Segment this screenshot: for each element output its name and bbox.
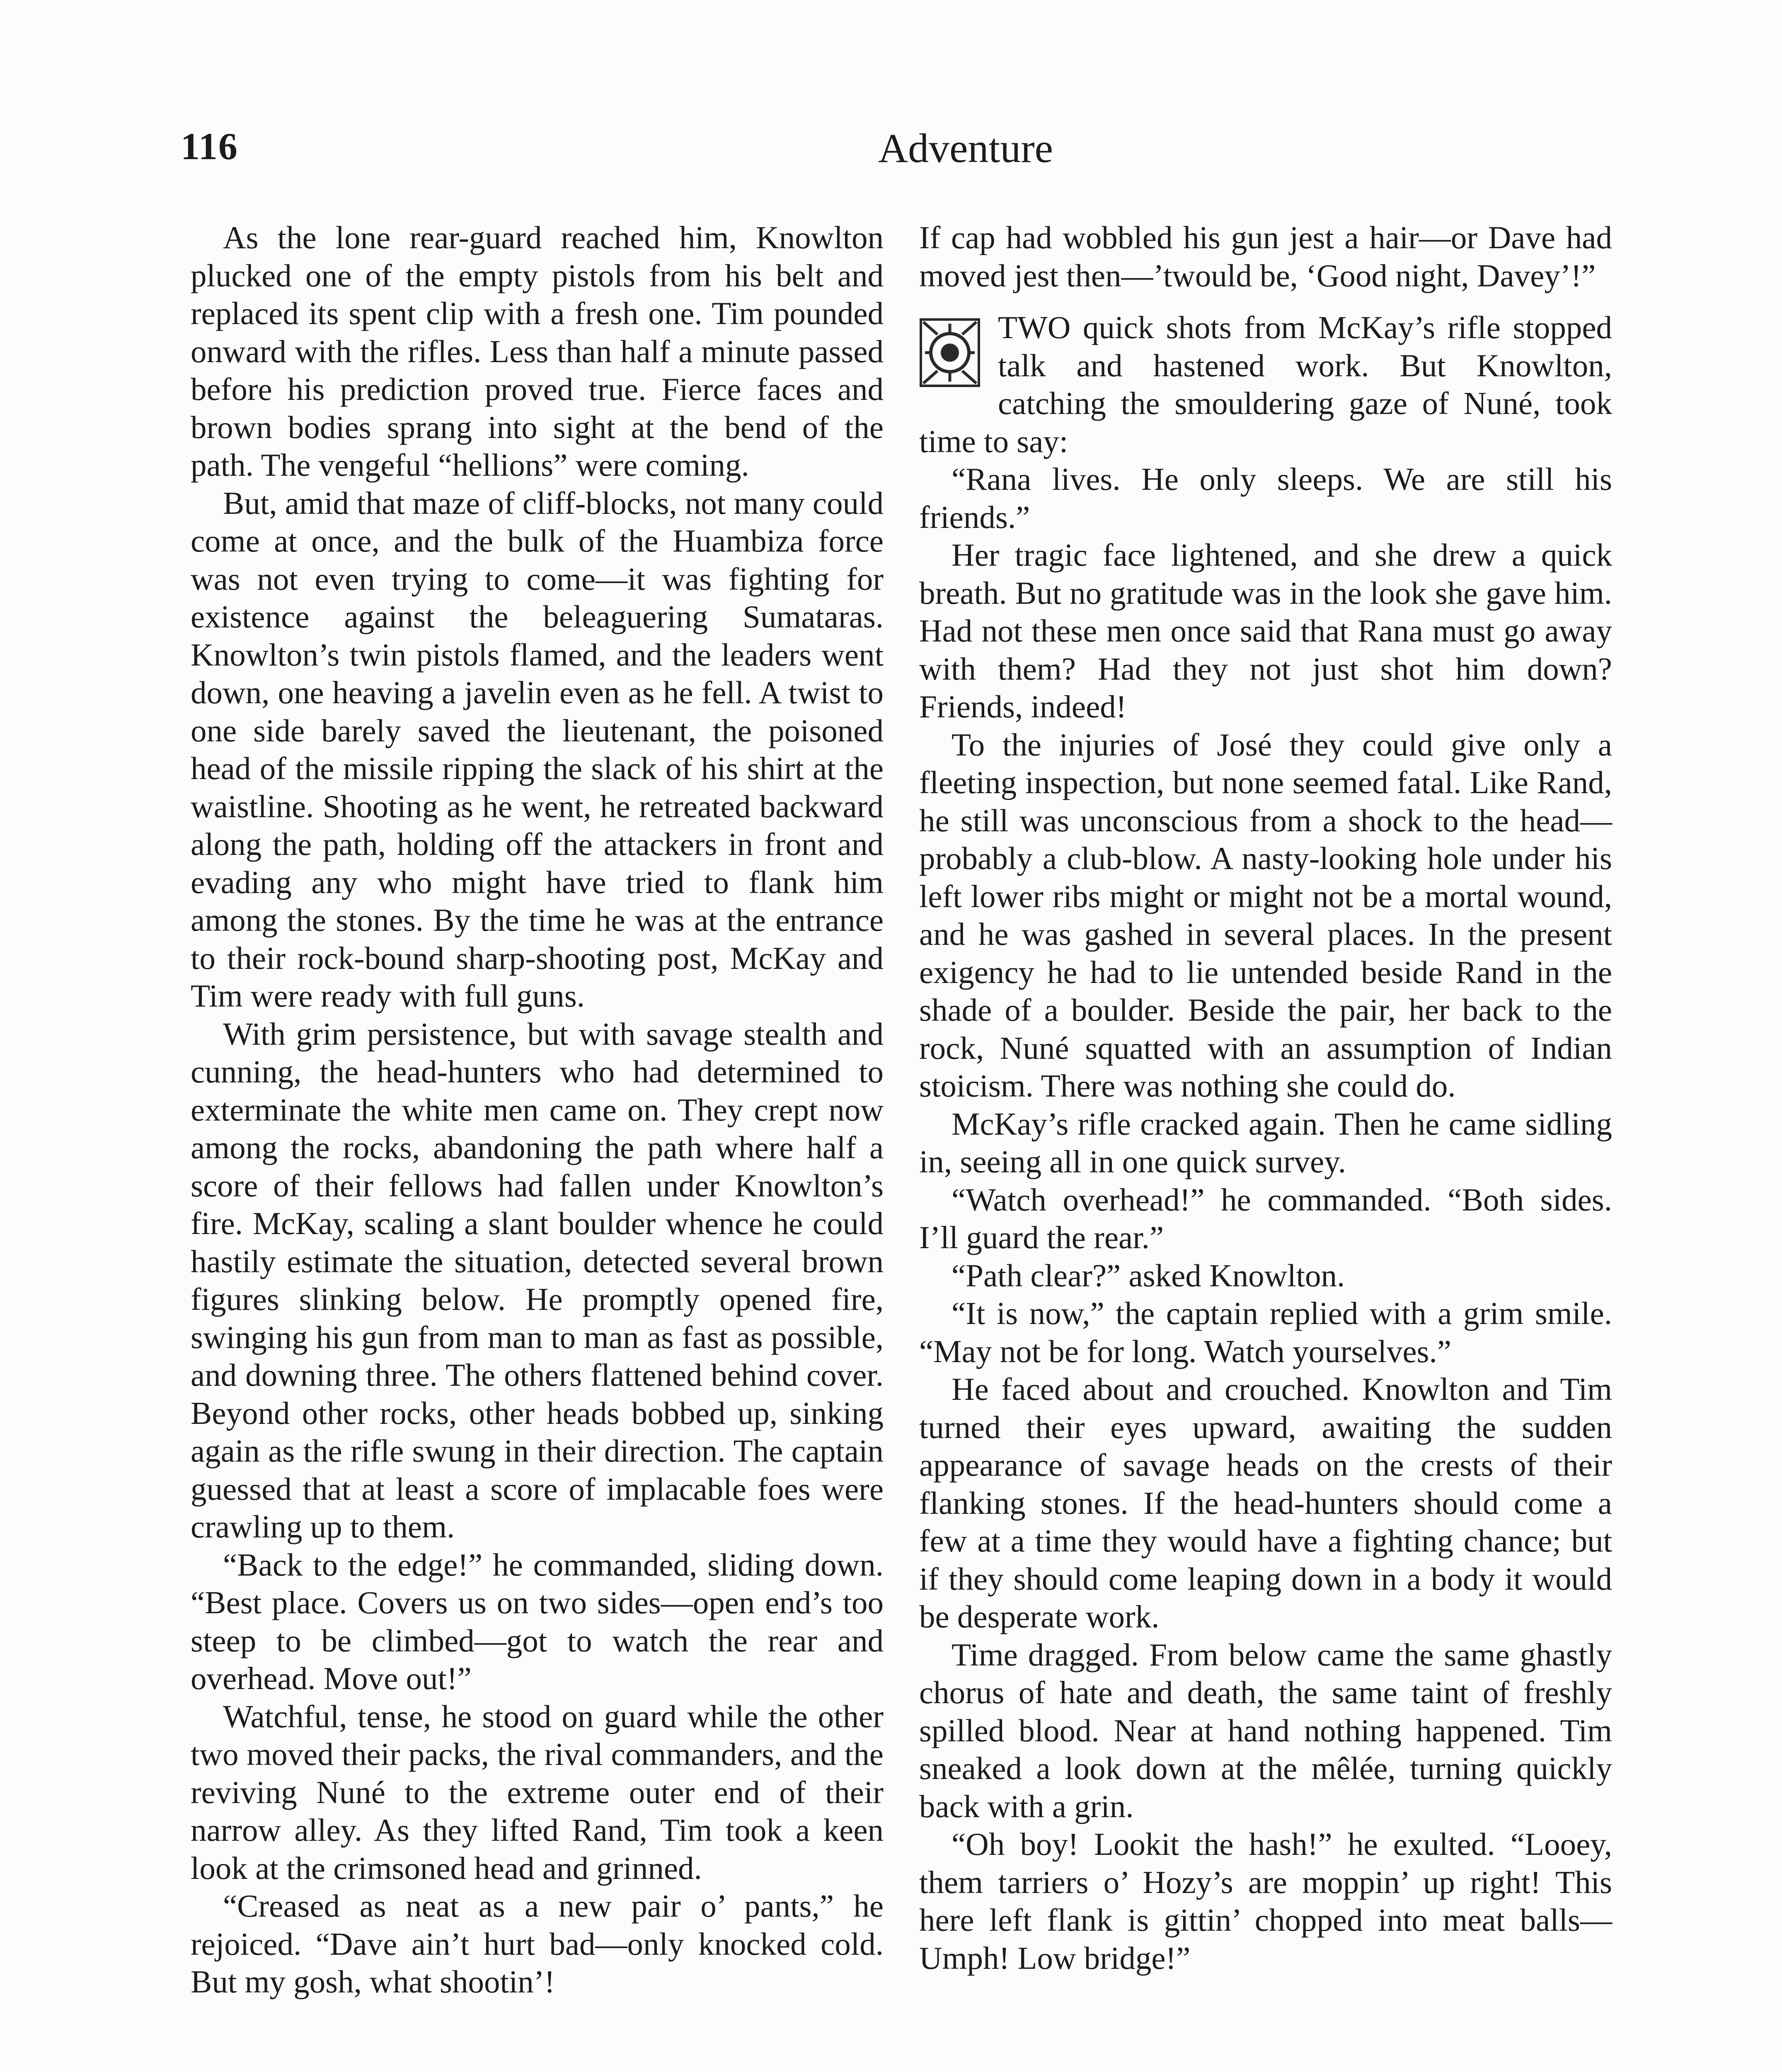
paragraph: “Rana lives. He only sleeps. We are still his friends.” <box>919 461 1612 535</box>
paragraph: With grim persistence, but with savage stealth and cunning, the head-hunters who had determined to exterminate the white men came on. They crept now among the rocks, abandoning the path where half a score of their fellows had fallen under Knowlton’s fire. McKay, scaling a slant boulder whence he could hastily estimate the situation, detected several brown figures slinking below. He promptly opened fire, swinging his gun from man to man as fast as possible, and downing three. The others flattened behind cover. Beyond other rocks, other heads bobbed up, sinking again as the rifle swung in their direction. The captain guessed that at least a score of implacable foes were crawling up to them. <box>191 1016 884 1544</box>
page-number: 116 <box>181 125 238 167</box>
paragraph: But, amid that maze of cliff-blocks, not many could come at once, and the bulk of the Huambiza force was not even trying to come—it was fighting for existence against the beleaguering Sumataras. Knowlton’s twin pistols flamed, and the leaders went down, one heaving a javelin even as he fell. A twist to one side barely saved the lieutenant, the poisoned head of the missile ripping the slack of his shirt at the waistline. Shooting as he went, he retreated backward along the path, holding off the attackers in front and evading any who might have tried to flank him among the stones. By the time he was at the entrance to their rock-bound sharp-shooting post, McKay and Tim were ready with full guns. <box>191 485 884 1014</box>
paragraph: “Watch overhead!” he commanded. “Both sides. I’ll guard the rear.” <box>919 1181 1612 1255</box>
left-column <box>191 219 884 2001</box>
section-opening-text: TWO quick shots from McKay’s rifle stopped talk and hastened work. But Knowlton, catching the smouldering gaze of Nuné, took time to say: <box>919 310 1612 459</box>
paragraph: “Oh boy! Lookit the hash!” he exulted. “Looey, them tarriers o’ Hozy’s are moppin’ up right! This here left flank is gittin’ chopped into meat balls— Umph! Low bridge!” <box>919 1826 1612 1976</box>
paragraph: As the lone rear-guard reached him, Knowlton plucked one of the empty pistols from his belt and replaced its spent clip with a fresh one. Tim pounded onward with the rifles. Less than half a minute passed before his prediction proved true. Fierce faces and brown bodies sprang into sight at the bend of the path. The vengeful “hellions” were coming. <box>191 220 884 483</box>
section-ornament-icon <box>919 318 981 387</box>
paragraph: Time dragged. From below came the same ghastly chorus of hate and death, the same taint of freshly spilled blood. Near at hand nothing happened. Tim sneaked a look down at the mêlée, turning quickly back with a grin. <box>919 1636 1612 1824</box>
paragraph-continued: If cap had wobbled his gun jest a hair—or Dave had moved jest then—’twould be, ‘Good night, Davey’!” <box>919 220 1612 293</box>
paragraph: “Creased as neat as a new pair o’ pants,” he rejoiced. “Dave ain’t hurt bad—only knocked cold. But my gosh, what shootin’! <box>191 1888 884 1999</box>
paragraph: “Back to the edge!” he commanded, sliding down. “Best place. Covers us on two sides—open end’s too steep to be climbed—got to watch the rear and overhead. Move out!” <box>191 1547 884 1696</box>
paragraph: “It is now,” the captain replied with a grim smile. “May not be for long. Watch yourselves.” <box>919 1295 1612 1369</box>
right-column <box>919 219 1612 1977</box>
paragraph: Her tragic face lightened, and she drew a quick breath. But no gratitude was in the look she gave him. Had not these men once said that Rana must go away with them? Had they not just shot him down? Friends, indeed! <box>919 537 1612 724</box>
section-break <box>919 309 1612 460</box>
paragraph: Watchful, tense, he stood on guard while the other two moved their packs, the rival commanders, and the reviving Nuné to the extreme outer end of their narrow alley. As they lifted Rand, Tim took a keen look at the crimsoned head and grinned. <box>191 1698 884 1886</box>
running-title: Adventure <box>878 125 1053 171</box>
paragraph: To the injuries of José they could give only a fleeting inspection, but none seemed fatal. Like Rand, he still was unconscious from a shock to the head—probably a club-blow. A nasty-looking hole under his left lower ribs might or might not be a mortal wound, and he was gashed in several places. In the present exigency he had to lie untended beside Rand in the shade of a boulder. Beside the pair, her back to the rock, Nuné squatted with an assumption of Indian stoicism. There was nothing she could do. <box>919 726 1612 1104</box>
paragraph: McKay’s rifle cracked again. Then he came sidling in, seeing all in one quick survey. <box>919 1106 1612 1179</box>
paragraph: He faced about and crouched. Knowlton and Tim turned their eyes upward, awaiting the sudden appearance of savage heads on the crests of their flanking stones. If the head-hunters should come a few at a time they would have a fighting chance; but if they should come leaping down in a body it would be desperate work. <box>919 1371 1612 1634</box>
paragraph: “Path clear?” asked Knowlton. <box>952 1257 1345 1293</box>
